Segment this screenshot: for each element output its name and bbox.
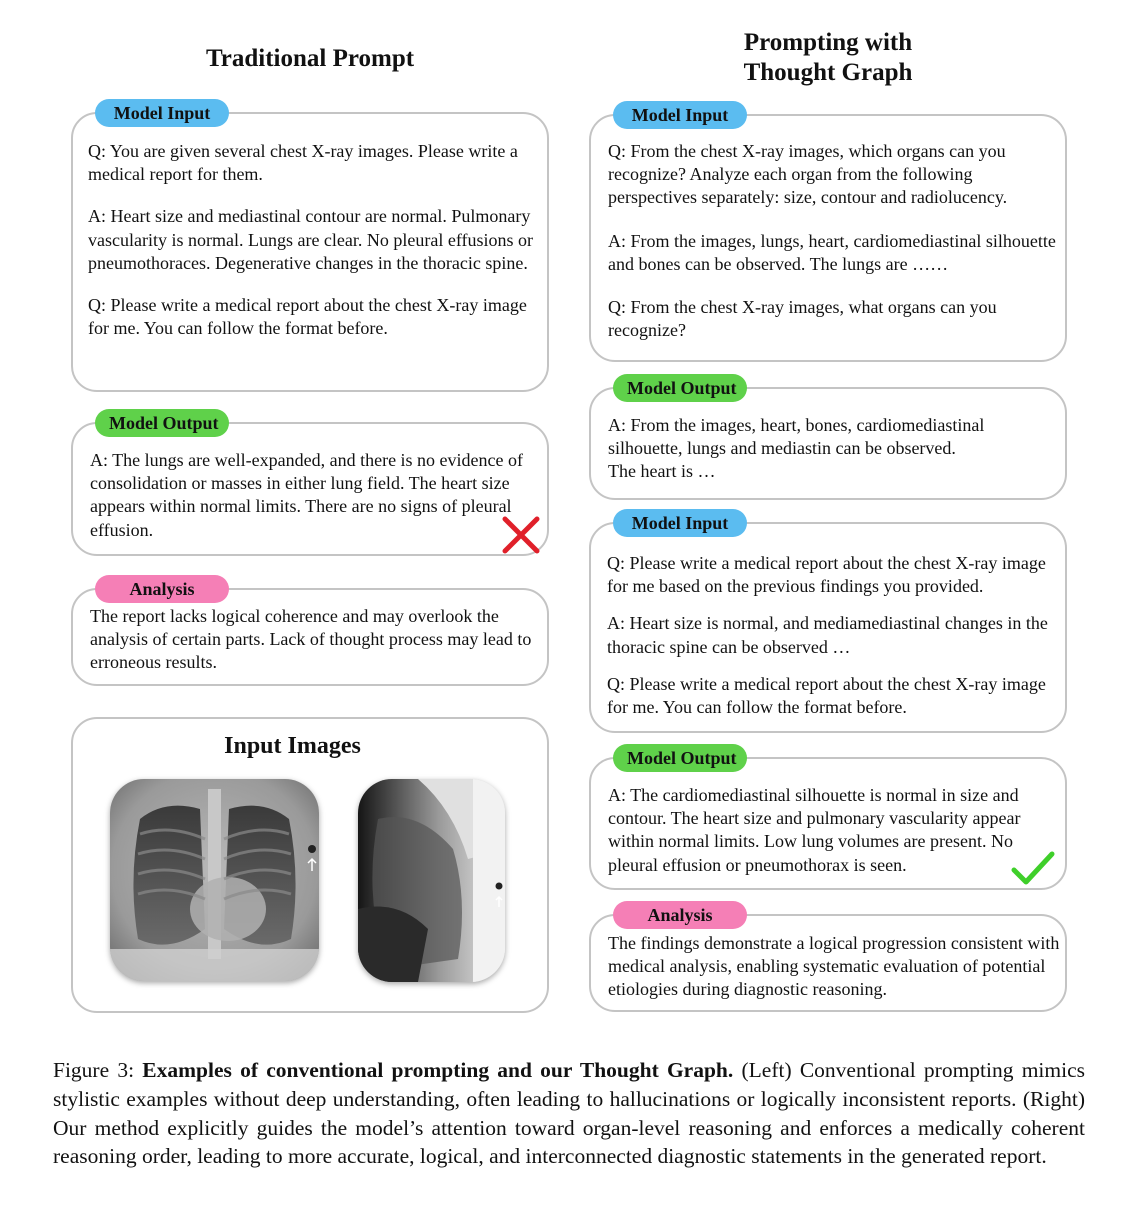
- right-title-line2: Thought Graph: [743, 59, 913, 86]
- left-analysis-pill: Analysis: [95, 575, 229, 603]
- right-input2-q2: Q: Please write a medical report about the chest X-ray image for me. You can follow the format before.: [607, 673, 1046, 718]
- right-analysis-pill: Analysis: [613, 901, 747, 929]
- right-model-output-text-2: A: The cardiomediastinal silhouette is normal in size and contour. The heart size and pulmonary vascularity appear within normal limits. Low lung volumes are present. No pleural effusion or pneumothorax is seen.: [608, 785, 1021, 875]
- right-output1-line2: The heart is …: [608, 461, 716, 482]
- input-images-title: Input Images: [224, 733, 361, 759]
- right-column-title: [678, 28, 978, 88]
- lateral-xray-image: [358, 779, 505, 982]
- left-column-title: Traditional Prompt: [205, 45, 415, 72]
- left-model-output-text: A: The lungs are well-expanded, and there is no evidence of consolidation or masses in either lung field. The heart size appears within normal limits. There are no signs of pleural effusion.: [90, 450, 524, 540]
- right-analysis-text: The findings demonstrate a logical progression consistent with medical analysis, enabling systematic evaluation of potential etiologies during diagnostic reasoning.: [608, 933, 1060, 1000]
- right-model-input-pill-1: Model Input: [613, 101, 747, 129]
- caption-bold: Examples of conventional prompting and our Thought Graph.: [142, 1058, 734, 1082]
- left-model-input-pill: Model Input: [95, 99, 229, 127]
- left-a1: A: Heart size and mediastinal contour are normal. Pulmonary vascularity is normal. Lungs are clear. No pleural effusions or pneumothoraces. Degenerative changes in the thoracic spine.: [88, 206, 534, 273]
- green-check-icon: [1010, 848, 1056, 888]
- right-model-input-text-1: [608, 140, 1058, 342]
- right-input2-a1: A: Heart size is normal, and mediamediastinal changes in the thoracic spine can be observed …: [607, 613, 1048, 657]
- right-model-output-pill-2: Model Output: [613, 744, 747, 772]
- left-q1: Q: You are given several chest X-ray images. Please write a medical report for them.: [88, 141, 518, 185]
- left-q2: Q: Please write a medical report about the chest X-ray image for me. You can follow the format before.: [88, 295, 527, 339]
- caption-rest: (Left) Conventional prompting mimics stylistic examples without deep understanding, often leading to hallucinations or logically inconsistent reports. (Right) Our method explicitly guides the model’s attention toward organ-level reasoning and enforces a medically coherent reasoning order, leading to more accurate, logical, and interconnected diagnostic statements in the generated report.: [53, 1058, 1086, 1169]
- right-output1-line1: A: From the images, heart, bones, cardiomediastinal silhouette, lungs and mediastin can be observed.: [608, 415, 985, 459]
- right-model-output-pill-1: Model Output: [613, 374, 747, 402]
- left-model-input-text: [88, 140, 540, 340]
- right-model-input-text-2: [607, 552, 1069, 719]
- figure-caption: [53, 1056, 1085, 1171]
- right-input1-q2: Q: From the chest X-ray images, what organs can you recognize?: [608, 297, 997, 341]
- red-cross-icon: [500, 514, 542, 556]
- right-input1-a1: A: From the images, lungs, heart, cardiomediastinal silhouette and bones can be observed. The lungs are ……: [608, 230, 1056, 274]
- right-title-line1: Prompting with: [743, 29, 913, 56]
- caption-prefix: Figure 3:: [53, 1058, 143, 1082]
- left-analysis-text: The report lacks logical coherence and may overlook the analysis of certain parts. Lack of thought process may lead to erroneous results.: [90, 606, 532, 673]
- right-input2-q1: Q: Please write a medical report about the chest X-ray image for me based on the previous findings you provided.: [607, 553, 1046, 597]
- right-model-output-text-1: [608, 414, 1028, 484]
- right-model-input-pill-2: Model Input: [613, 509, 747, 537]
- left-model-output-pill: Model Output: [95, 409, 229, 437]
- frontal-xray-image: [110, 779, 319, 981]
- right-input1-q1: Q: From the chest X-ray images, which organs can you recognize? Analyze each organ from the following perspectives separately: size, contour and radiolucency.: [608, 141, 1008, 208]
